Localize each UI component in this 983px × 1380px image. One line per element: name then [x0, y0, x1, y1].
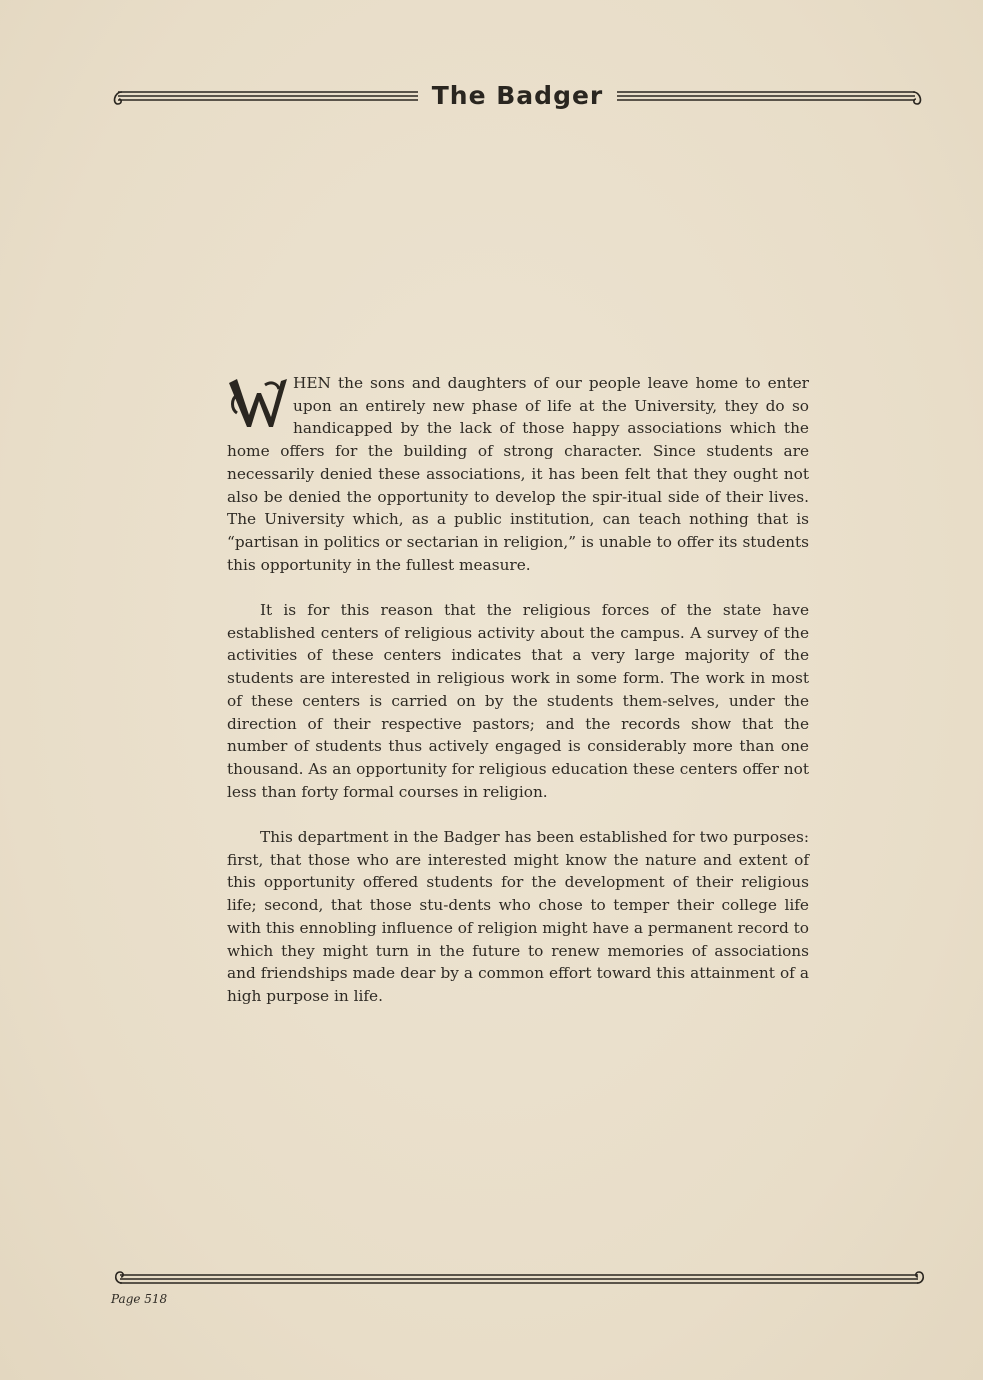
running-header: [110, 78, 925, 114]
header-rule-left: [110, 78, 420, 114]
dropcap-w-glyph: [227, 375, 289, 431]
paragraph-3: This department in the Badger has been established for two purposes: first, that those who are interested might know the nature and extent of this opportunity offered students for the development of their religious life; second, that those stu-dents who chose to temper their college life with this ennobling influence of religion might have a permanent record to which they might turn in the future to renew memories of associations and friendships made dear by a common effort toward this attainment of a high purpose in life.: [227, 828, 809, 1005]
article-body: [227, 372, 809, 1030]
page-number: Page 518: [111, 1292, 168, 1306]
footer-rule: [112, 1268, 927, 1288]
dropcap-w: [227, 375, 289, 431]
header-title: The Badger: [431, 81, 604, 110]
paragraph-1-text: HEN the sons and daughters of our people leave home to enter upon an entirely new phase of life at the University, they do so handicapped by the lack of those happy associations which the home offers for the building of strong character. Since students are necessarily denied these associations, it has been felt that they ought not also be denied the opportunity to develop the spir-itual side of their lives. The University which, as a public institution, can teach nothing that is “partisan in politics or sectarian in religion,” is unable to offer its students this opportunity in the fullest measure.: [227, 374, 809, 574]
paragraph-1: [227, 372, 809, 576]
header-rule-right: [615, 78, 925, 114]
paragraph-2: It is for this reason that the religious forces of the state have established centers of religious activity about the campus. A survey of the activities of these centers indicates that a very large majority of the students are interested in religious work in some form. The work in most of these centers is carried on by the students them-selves, under the direction of their respective pastors; and the records show that the number of students thus actively engaged is considerably more than one thousand. As an opportunity for religious education these centers offer not less than forty formal courses in religion.: [227, 601, 809, 801]
